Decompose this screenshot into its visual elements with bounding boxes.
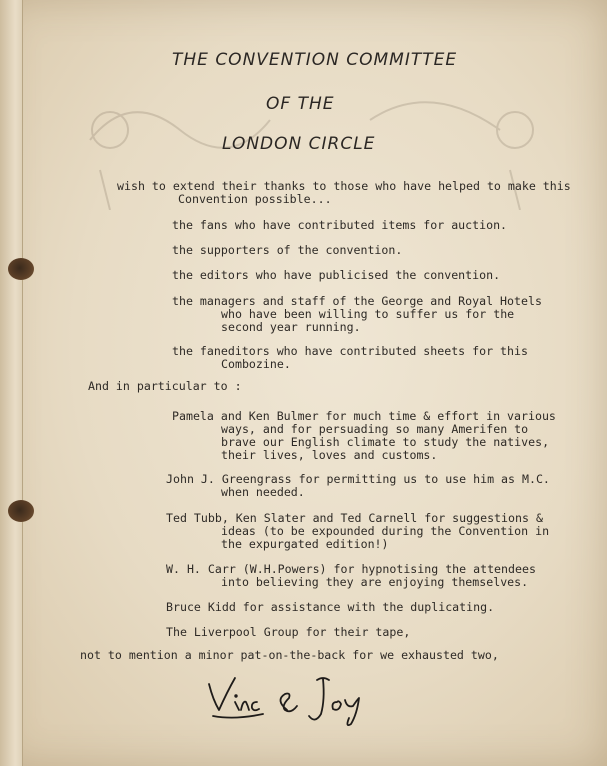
punch-hole-bottom	[8, 500, 34, 522]
punch-hole-top	[8, 258, 34, 280]
thanks-item: the faneditors who have contributed sheets for this	[172, 344, 528, 358]
thanks-item-cont: who have been willing to suffer us for the	[221, 307, 515, 321]
thanks-item: the editors who have publicised the convention.	[172, 268, 501, 282]
closing-line: not to mention a minor pat-on-the-back for we exhausted two,	[80, 648, 499, 662]
person-entry-cont: the expurgated edition!)	[221, 537, 389, 551]
thanks-item: the fans who have contributed items for auction.	[172, 218, 508, 232]
binding-edge	[0, 0, 23, 766]
intro-line: Convention possible...	[178, 192, 332, 206]
thanks-item: the supporters of the convention.	[172, 243, 403, 257]
person-entry: Pamela and Ken Bulmer for much time & effort in various	[172, 409, 556, 423]
person-entry: Bruce Kidd for assistance with the duplicating.	[166, 600, 495, 614]
thanks-item: the managers and staff of the George and Royal Hotels	[172, 294, 542, 308]
intro-line: wish to extend their thanks to those who have helped to make this	[117, 179, 571, 193]
person-entry: W. H. Carr (W.H.Powers) for hypnotising the attendees	[166, 562, 536, 576]
person-entry: The Liverpool Group for their tape,	[166, 625, 411, 639]
heading-line-1: THE CONVENTION COMMITTEE	[172, 50, 458, 70]
person-entry-cont: their lives, loves and customs.	[221, 448, 438, 462]
heading-line-2: OF THE	[266, 94, 335, 114]
person-entry-cont: ways, and for persuading so many Amerifen to	[221, 422, 529, 436]
person-entry-cont: ideas (to be expounded during the Convention in	[221, 524, 550, 538]
thanks-item-cont: second year running.	[221, 320, 361, 334]
person-entry: Ted Tubb, Ken Slater and Ted Carnell for suggestions &	[166, 511, 543, 525]
person-entry-cont: into believing they are enjoying themselves.	[221, 575, 529, 589]
person-entry: John J. Greengrass for permitting us to use him as M.C.	[166, 472, 550, 486]
thanks-item-cont: Combozine.	[221, 357, 291, 371]
person-entry-cont: brave our English climate to study the natives,	[221, 435, 550, 449]
person-entry-cont: when needed.	[221, 485, 305, 499]
particular-heading: And in particular to :	[88, 379, 242, 393]
handwritten-signature	[205, 670, 375, 730]
heading-line-3: LONDON CIRCLE	[222, 134, 376, 154]
